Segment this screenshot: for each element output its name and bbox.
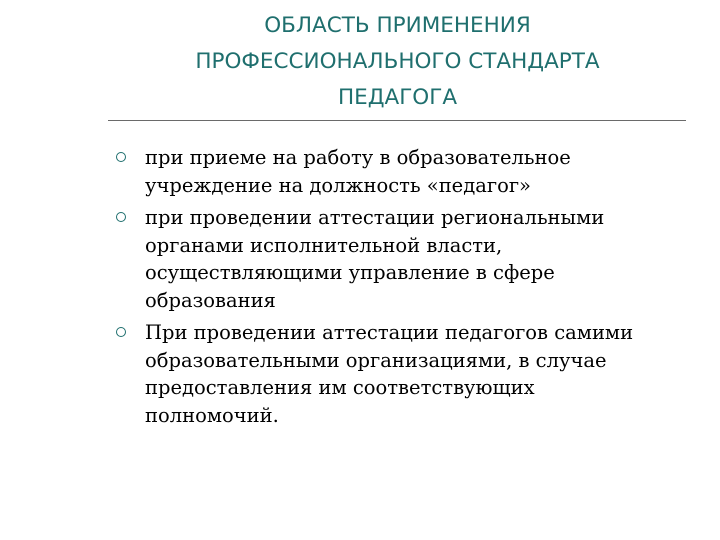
hollow-circle-bullet-icon [116, 212, 126, 222]
hollow-circle-bullet-icon [116, 327, 126, 337]
bullet-line: образования [145, 288, 276, 312]
bullet-line: при проведении аттестации региональными [145, 206, 605, 229]
bullet-text [145, 204, 676, 314]
bullet-text [145, 144, 676, 199]
title-line: ОБЛАСТЬ ПРИМЕНЕНИЯ [264, 13, 531, 38]
list-item [116, 319, 676, 429]
slide-title [110, 8, 685, 116]
title-divider [108, 120, 686, 121]
bullet-line: предоставления им соответствующих [145, 376, 535, 399]
bullet-line: При проведении аттестации педагогов самими [145, 321, 634, 344]
bullet-list [116, 144, 676, 434]
list-item [116, 204, 676, 314]
bullet-line: учреждение на должность «педагог» [145, 173, 531, 197]
hollow-circle-bullet-icon [116, 152, 126, 162]
title-line: ПЕДАГОГА [337, 85, 458, 110]
bullet-line: при приеме на работу в образовательное [145, 146, 571, 169]
list-item [116, 144, 676, 199]
bullet-line: образовательными организациями, в случае [145, 348, 607, 372]
bullet-line: органами исполнительной власти, [145, 233, 503, 257]
bullet-line: полномочий. [145, 403, 279, 427]
bullet-line: осуществляющими управление в сфере [145, 261, 555, 284]
bullet-text [145, 319, 676, 429]
title-line: ПРОФЕССИОНАЛЬНОГО СТАНДАРТА [195, 49, 600, 74]
